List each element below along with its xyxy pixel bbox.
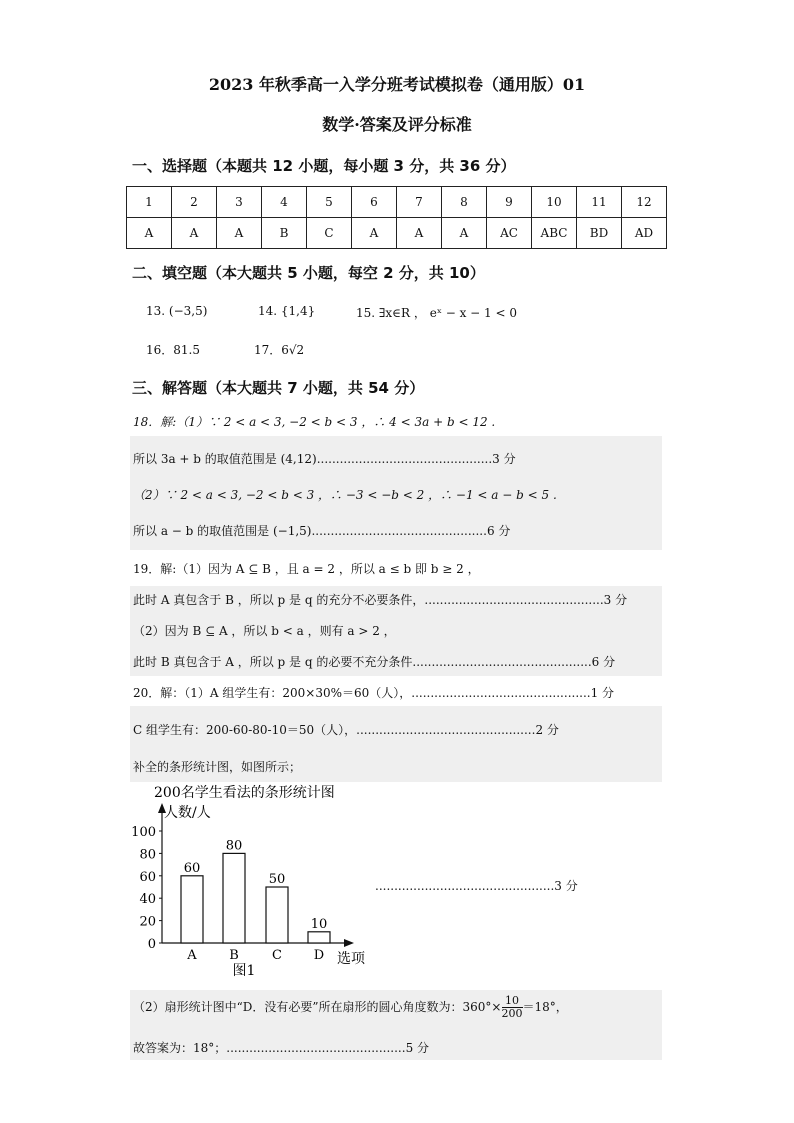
y-tick-label: 0 bbox=[147, 937, 156, 952]
page-title: 2023 年秋季高一入学分班考试模拟卷（通用版）01 bbox=[208, 75, 586, 94]
question-number-cell: 7 bbox=[397, 187, 442, 218]
section3-heading: 三、解答题（本大题共 7 小题，共 54 分） bbox=[132, 379, 425, 397]
q18-line-3: （2）∵ 2 < a < 3, −2 < b < 3 ，∴ −3 < −b < 2 ，∴ −1 < a − b < 5 . bbox=[133, 488, 557, 502]
q19-line-2-text: 此时 A 真包含于 B ，所以 p 是 q 的充分不必要条件， bbox=[133, 593, 425, 607]
score: 2 分 bbox=[535, 723, 559, 737]
q20-line-3: 补全的条形统计图，如图所示； bbox=[133, 760, 302, 774]
bar-value-label: 10 bbox=[310, 916, 328, 932]
x-axis-arrow bbox=[344, 939, 354, 947]
q19-line-3: （2）因为 B ⊆ A ，所以 b < a ，则有 a > 2 ， bbox=[133, 624, 396, 638]
answer-cell: ABC bbox=[532, 218, 577, 249]
bar-chart-svg bbox=[132, 783, 368, 983]
fraction-numerator: 10 bbox=[502, 995, 523, 1008]
q20-line-4-tail: ＝18°， bbox=[522, 1000, 568, 1014]
score: 1 分 bbox=[590, 686, 615, 700]
q19-line-4 bbox=[133, 653, 615, 670]
chart-score bbox=[375, 877, 578, 894]
answer-cell: A bbox=[397, 218, 442, 249]
answer-14: 14. {1,4} bbox=[258, 304, 316, 318]
question-number-cell: 5 bbox=[307, 187, 352, 218]
chart-title: 200名学生看法的条形统计图 bbox=[154, 785, 335, 801]
q19-line-2 bbox=[133, 591, 627, 608]
question-number-cell: 4 bbox=[262, 187, 307, 218]
answer-17: 17．6√2 bbox=[254, 343, 305, 357]
q18-line-2-text: 所以 3a + b 的取值范围是 (4,12) bbox=[133, 452, 317, 466]
table-row bbox=[127, 218, 667, 249]
q18-line-4-text: 所以 a − b 的取值范围是 (−1,5) bbox=[133, 524, 312, 538]
q18-line-1: 18．解:（1）∵ 2 < a < 3, −2 < b < 3 ，∴ 4 < 3a + b < 12 . bbox=[133, 415, 496, 429]
y-tick-label: 40 bbox=[139, 892, 156, 908]
answer-cell: AC bbox=[487, 218, 532, 249]
question-number-cell: 11 bbox=[577, 187, 622, 218]
page-subtitle: 数学·答案及评分标准 bbox=[322, 115, 472, 134]
question-number-cell: 9 bbox=[487, 187, 532, 218]
answer-cell: A bbox=[172, 218, 217, 249]
table-row bbox=[127, 187, 667, 218]
y-tick-label: 60 bbox=[139, 869, 156, 885]
q20-line-4 bbox=[133, 995, 568, 1020]
score: 3 分 bbox=[554, 879, 578, 893]
dots: .............................................. bbox=[316, 452, 493, 466]
x-tick-label: C bbox=[272, 948, 282, 963]
q20-line-5 bbox=[133, 1039, 429, 1056]
question-number-cell: 12 bbox=[622, 187, 667, 218]
question-number-cell: 6 bbox=[352, 187, 397, 218]
question-number-cell: 8 bbox=[442, 187, 487, 218]
bar-value-label: 60 bbox=[183, 860, 201, 876]
answer-cell: A bbox=[217, 218, 262, 249]
q20-line-4-text: （2）扇形统计图中“D．没有必要”所在扇形的圆心角度数为：360°× bbox=[133, 1000, 502, 1014]
fraction bbox=[502, 995, 523, 1020]
answer-cell: A bbox=[442, 218, 487, 249]
chart-caption: 图1 bbox=[232, 963, 256, 979]
question-number-cell: 2 bbox=[172, 187, 217, 218]
bar-A bbox=[181, 876, 203, 943]
q20-line-2-text: C 组学生有：200-60-80-10＝50（人）， bbox=[133, 723, 357, 737]
dots: ............................................... bbox=[424, 593, 604, 607]
q18-line-4 bbox=[133, 522, 510, 539]
dots: ............................................... bbox=[411, 686, 591, 700]
x-tick-label: D bbox=[313, 948, 325, 963]
y-axis-label: 人数/人 bbox=[164, 805, 211, 821]
q20-line-1-text: 20．解：（1）A 组学生有：200×30%＝60（人）， bbox=[133, 686, 412, 700]
x-tick-label: A bbox=[187, 948, 197, 963]
question-number-cell: 10 bbox=[532, 187, 577, 218]
bar-C bbox=[266, 887, 288, 943]
bar-value-label: 50 bbox=[268, 872, 286, 887]
dots: ............................................... bbox=[412, 655, 592, 669]
question-number-cell: 3 bbox=[217, 187, 262, 218]
answer-table bbox=[126, 186, 667, 249]
q20-line-5-text: 故答案为：18°； bbox=[133, 1041, 227, 1055]
y-tick-label: 100 bbox=[132, 825, 156, 840]
answer-16: 16．81.5 bbox=[146, 343, 200, 357]
q20-line-2 bbox=[133, 721, 559, 738]
bar-chart bbox=[132, 783, 368, 983]
question-number-cell: 1 bbox=[127, 187, 172, 218]
answer-cell: AD bbox=[622, 218, 667, 249]
dots: ............................................... bbox=[226, 1041, 406, 1055]
answer-cell: C bbox=[307, 218, 352, 249]
dots: ............................................... bbox=[356, 723, 536, 737]
score: 5 分 bbox=[405, 1041, 430, 1055]
section1-heading: 一、选择题（本题共 12 小题，每小题 3 分，共 36 分） bbox=[132, 157, 516, 175]
x-axis-label: 选项 bbox=[337, 951, 365, 967]
answer-cell: A bbox=[352, 218, 397, 249]
q19-line-4-text: 此时 B 真包含于 A ，所以 p 是 q 的必要不充分条件 bbox=[133, 655, 413, 669]
fraction-denominator: 200 bbox=[501, 1007, 523, 1020]
answer-13: 13. (−3,5) bbox=[146, 304, 208, 318]
x-tick-label: B bbox=[229, 948, 239, 963]
dots: ............................................... bbox=[375, 879, 555, 893]
q19-line-1: 19．解:（1）因为 A ⊆ B ，且 a = 2 ，所以 a ≤ b 即 b ≥ 2 ， bbox=[133, 562, 480, 576]
bar-value-label: 80 bbox=[225, 838, 243, 854]
score: 3 分 bbox=[492, 452, 516, 466]
q20-line-1 bbox=[133, 684, 614, 701]
section2-heading: 二、填空题（本大题共 5 小题，每空 2 分，共 10） bbox=[132, 264, 485, 282]
score: 6 分 bbox=[591, 655, 616, 669]
answer-cell: B bbox=[262, 218, 307, 249]
score: 6 分 bbox=[486, 524, 511, 538]
answer-15: 15. ∃x∈R ， eˣ − x − 1 < 0 bbox=[356, 306, 517, 320]
answer-cell: BD bbox=[577, 218, 622, 249]
y-tick-label: 80 bbox=[139, 847, 156, 863]
answer-cell: A bbox=[127, 218, 172, 249]
score: 3 分 bbox=[603, 593, 628, 607]
q18-line-2 bbox=[133, 450, 516, 467]
bar-D bbox=[308, 932, 330, 943]
bar-B bbox=[223, 853, 245, 943]
y-tick-label: 20 bbox=[139, 914, 156, 930]
dots: .............................................. bbox=[311, 524, 487, 538]
